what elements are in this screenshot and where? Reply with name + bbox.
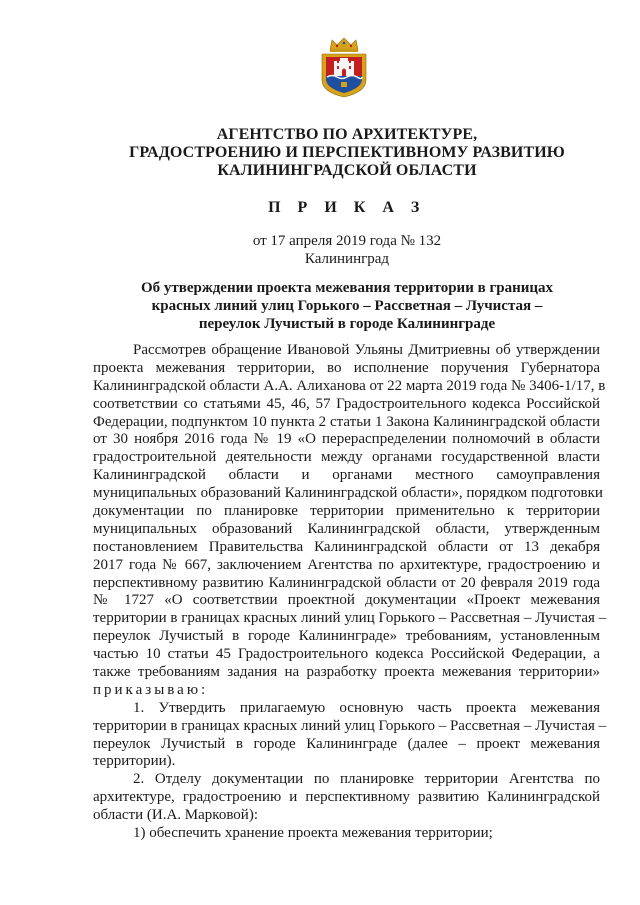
subject-line: Об утверждении проекта межевания территории в границах xyxy=(140,280,554,296)
agency-name xyxy=(60,126,634,180)
agency-line: АГЕНТСТВО ПО АРХИТЕКТУРЕ, xyxy=(216,126,478,143)
subject-line: красных линий улиц Горького – Рассветная – Лучистая – xyxy=(151,298,543,314)
body-line: Федерации, подпунктом 10 пункта 2 статьи 1 Закона Калининградской области xyxy=(93,413,600,430)
body-line: градостроительной деятельности между органами государственной власти xyxy=(93,449,600,466)
coat-of-arms-icon xyxy=(318,36,370,98)
body-line: Рассмотрев обращение Ивановой Ульяны Дмитриевны об утверждении xyxy=(133,342,600,358)
order-date-number: от 17 апреля 2019 года № 132 xyxy=(252,233,442,249)
body-line: соответствии со статьями 45, 46, 57 Градостроительного кодекса Российской xyxy=(93,395,600,412)
body-line: Калининградской области А.А. Алиханова от 22 марта 2019 года № 3406-1/17, в xyxy=(93,377,606,394)
item-1-line: территории). xyxy=(93,753,176,770)
body-line: перспективному развитию Калининградской области от 20 февраля 2019 года xyxy=(93,574,600,591)
item-2-sub-1: 1) обеспечить хранение проекта межевания территории; xyxy=(133,825,493,842)
item-1-line: территории в границах красных линий улиц Горького – Рассветная – Лучистая – xyxy=(93,717,607,734)
order-subject xyxy=(60,279,634,333)
body-line: № 1727 «О соответствии проектной документации «Проект межевания xyxy=(93,592,600,609)
body-line: от 30 ноября 2016 года № 19 «О перераспределении полномочий в области xyxy=(93,431,600,448)
body-line: переулок Лучистый в городе Калининграде» требованиям, установленным xyxy=(93,628,600,645)
order-city: Калининград xyxy=(304,251,390,267)
item-2-line: архитектуре, градостроению и перспективному развитию Калининградской xyxy=(93,789,600,806)
body-line: муниципальных образований Калининградской области, утвержденным xyxy=(93,520,600,537)
order-title: П Р И К А З xyxy=(268,199,426,216)
item-1-line: переулок Лучистый в городе Калининграде (далее – проект межевания xyxy=(93,735,600,752)
body-line: документации по планировке территории применительно к территории xyxy=(93,503,600,520)
agency-line: ГРАДОСТРОЕНИЮ И ПЕРСПЕКТИВНОМУ РАЗВИТИЮ xyxy=(129,144,565,161)
body-line: также требованиям задания на разработку проекта межевания территории» xyxy=(93,664,600,681)
body-line: частью 10 статьи 45 Градостроительного кодекса Российской Федерации, а xyxy=(93,646,600,663)
item-2-line: области (И.А. Марковой): xyxy=(93,807,258,824)
body-line: постановлением Правительства Калининградской области от 13 декабря xyxy=(93,538,600,555)
agency-line: КАЛИНИНГРАДСКОЙ ОБЛАСТИ xyxy=(217,162,477,179)
body-line: 2017 года № 667, заключением Агентства по архитектуре, градостроению и xyxy=(93,556,600,573)
body-line: проекта межевания территории, во исполнение поручения Губернатора xyxy=(93,359,600,376)
order-body xyxy=(93,342,607,843)
body-line: муниципальных образований Калининградской области», порядком подготовки xyxy=(93,485,603,502)
body-line: Калининградской области и органами местного самоуправления xyxy=(93,467,600,484)
subject-line: переулок Лучистый в городе Калининграде xyxy=(198,316,496,332)
order-word: приказываю: xyxy=(93,681,209,698)
item-1-line: 1. Утвердить прилагаемую основную часть проекта межевания xyxy=(133,699,600,716)
item-2-line: 2. Отделу документации по планировке территории Агентства по xyxy=(133,771,600,788)
body-line: территории в границах красных линий улиц Горького – Рассветная – Лучистая – xyxy=(93,610,607,627)
